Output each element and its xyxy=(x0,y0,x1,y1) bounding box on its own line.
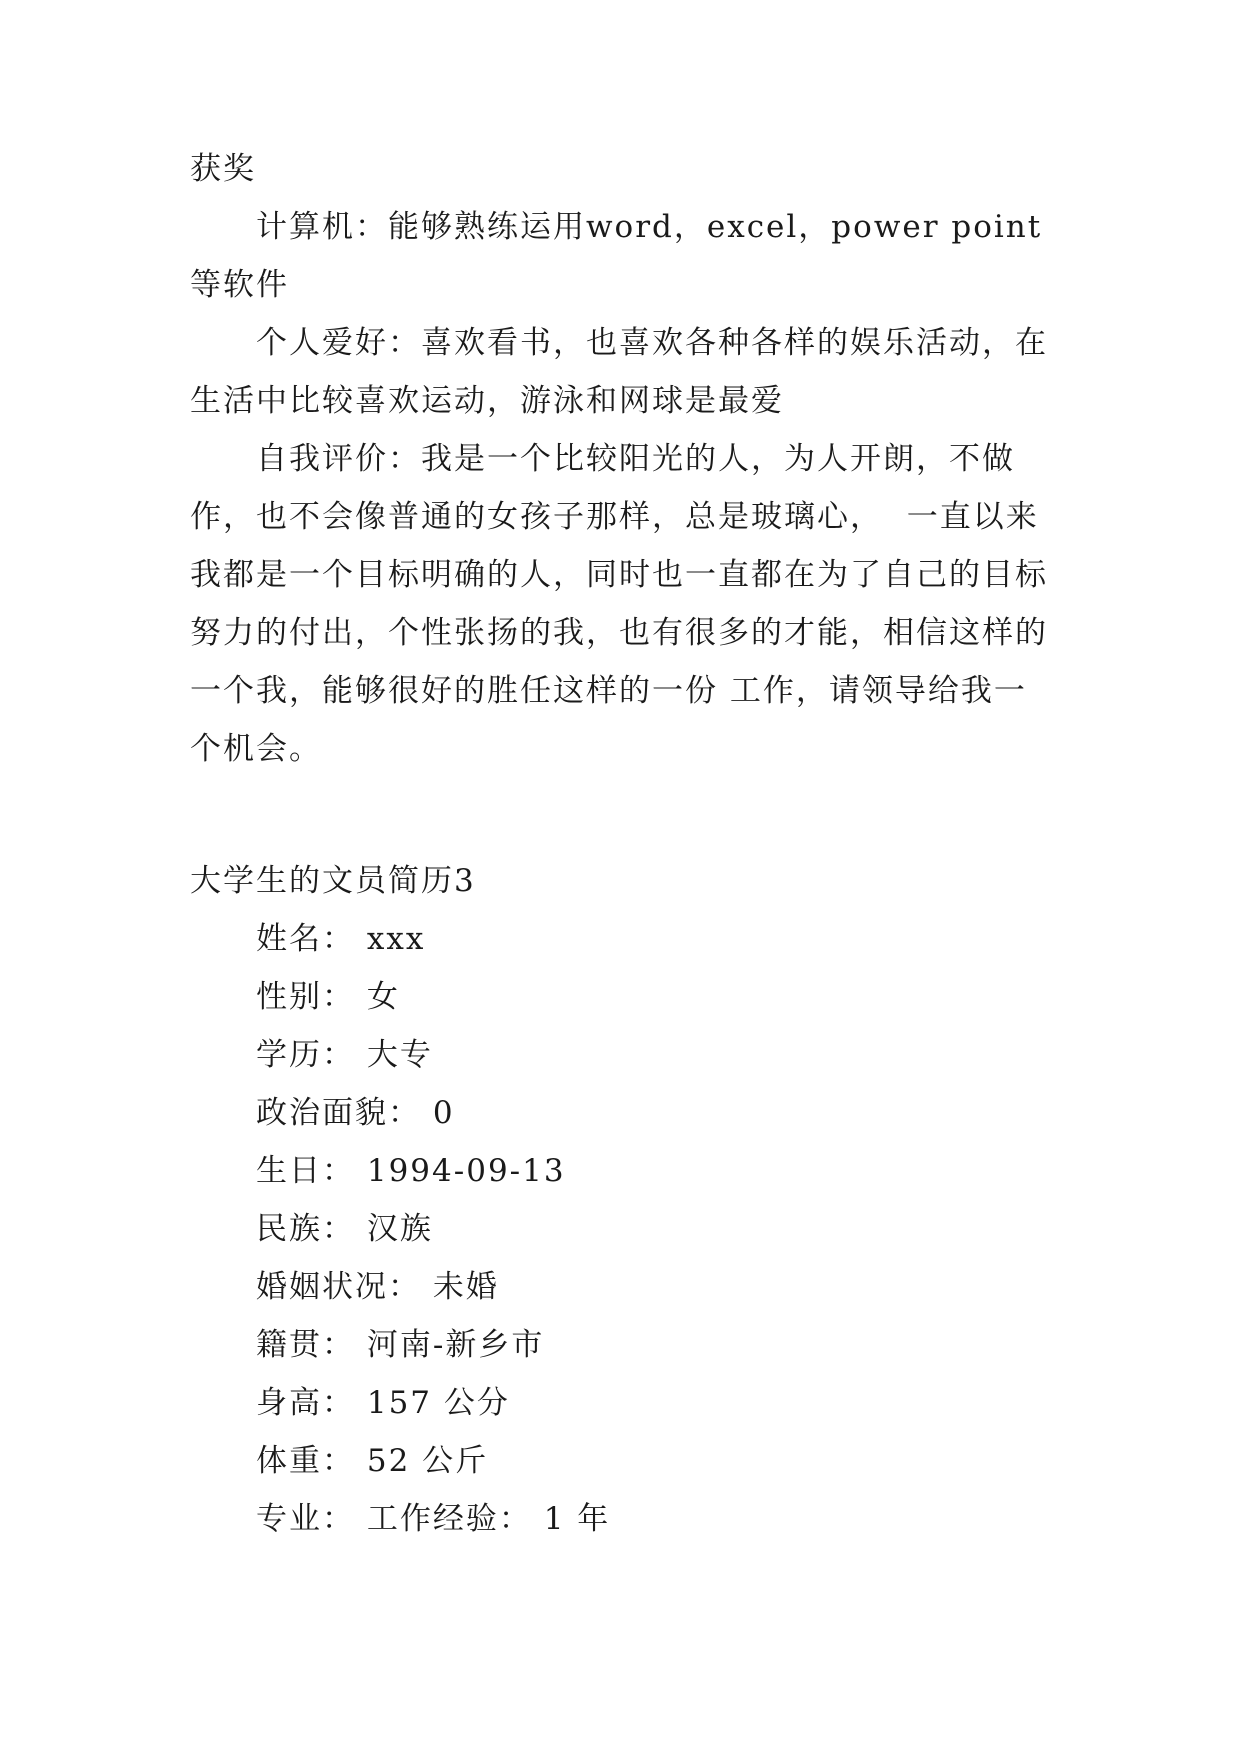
profile-field-height: 身高： 157 公分 xyxy=(256,1385,510,1421)
profile-field-hometown: 籍贯： 河南-新乡市 xyxy=(256,1327,545,1363)
profile-field-marital-status: 婚姻状况： 未婚 xyxy=(256,1269,499,1305)
profile-field-political-status: 政治面貌： 0 xyxy=(256,1095,455,1131)
profile-field-weight: 体重： 52 公斤 xyxy=(256,1443,489,1479)
profile-field-birthday: 生日： 1994-09-13 xyxy=(256,1153,566,1189)
awards-heading: 获奖 xyxy=(190,151,256,187)
profile-field-ethnicity: 民族： 汉族 xyxy=(256,1211,433,1247)
self-evaluation-paragraph: 自我评价：我是一个比较阳光的人，为人开朗，不做作，也不会像普通的女孩子那样，总是玻璃心， 一直以来我都是一个目标明确的人，同时也一直都在为了自己的目标努力的付出，个性张扬的我，也有很多的才能，相信这样的一个我，能够很好的胜任这样的一份 工作，请领导给我一个机会。 xyxy=(190,441,1048,767)
profile-field-major-experience: 专业： 工作经验： 1 年 xyxy=(256,1501,611,1537)
hobbies-paragraph: 个人爱好：喜欢看书，也喜欢各种各样的娱乐活动，在生活中比较喜欢运动，游泳和网球是最爱 xyxy=(190,325,1048,419)
computer-skill-paragraph: 计算机：能够熟练运用word，excel，power point等软件 xyxy=(190,209,1043,303)
profile-field-gender: 性别： 女 xyxy=(256,979,400,1015)
profile-field-name: 姓名： xxx xyxy=(256,921,426,957)
resume-title: 大学生的文员简历3 xyxy=(190,863,476,899)
profile-field-education: 学历： 大专 xyxy=(256,1037,433,1073)
